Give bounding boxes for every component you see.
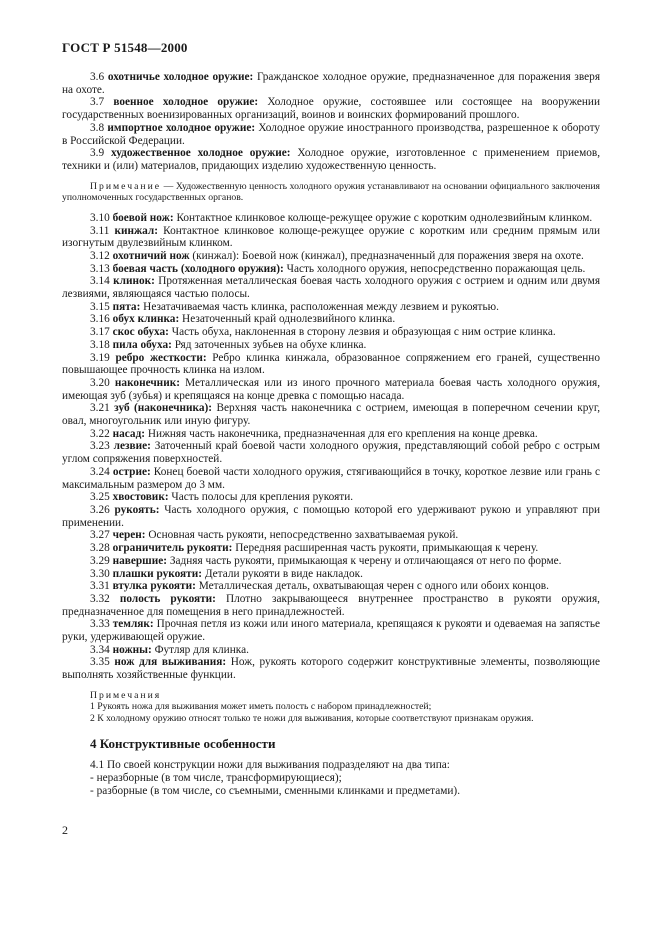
document-header: ГОСТ Р 51548—2000 — [62, 40, 188, 55]
term-definition: Незатачиваемая часть клинка, расположенная между лезвием и рукоятью. — [143, 300, 499, 313]
term-name: боевая часть (холодного оружия): — [112, 262, 284, 275]
term-name: ограничитель рукояти: — [112, 542, 233, 555]
term-definition: Незаточенный край однолезвийного клинка. — [182, 313, 396, 326]
term-entry — [62, 428, 600, 441]
term-number: 3.20 — [90, 376, 110, 389]
term-name: плашки рукояти: — [112, 567, 202, 580]
term-entry — [62, 301, 600, 314]
term-entry — [62, 491, 600, 504]
term-entry — [62, 644, 600, 657]
term-number: 3.25 — [90, 491, 110, 504]
term-definition: Плотно закрывающееся внутреннее пространство в рукояти оружия, предназначенное для помещения в него принадлежностей. — [62, 592, 600, 618]
term-name: рукоять: — [114, 503, 160, 516]
note-2-item-2: 2 К холодному оружию относят только те ножи для выживания, которые соответствуют признакам оружия. — [90, 713, 534, 725]
term-name: нож для выживания: — [114, 656, 227, 669]
term-definition: Контактное клинковое колюще-режущее оружие с коротким однолезвийным клинком. — [176, 211, 593, 224]
term-definition: Холодное оружие иностранного производства, разрешенное к обороту в Российской Федерации. — [62, 121, 601, 147]
term-definition: Футляр для клинка. — [154, 643, 249, 656]
term-name: пила обуха: — [112, 338, 172, 351]
term-entry — [62, 618, 600, 643]
term-list-b — [62, 212, 600, 682]
term-entry — [62, 580, 600, 593]
term-definition: Основная часть рукояти, непосредственно захватываемая рукой. — [148, 529, 459, 542]
term-definition: Часть обуха, наклоненная в сторону лезвия и образующая с ним острие клинка. — [171, 326, 556, 339]
term-definition: Часть холодного оружия, с помощью которой его удерживают рукою и управляют при применении. — [62, 503, 601, 529]
term-name: клинок: — [113, 275, 155, 288]
term-entry — [62, 402, 600, 427]
term-definition: Часть полосы для крепления рукояти. — [171, 491, 354, 504]
term-number: 3.11 — [90, 224, 110, 237]
term-name: втулка рукояти: — [112, 580, 196, 593]
term-entry — [62, 96, 600, 121]
term-entry — [62, 377, 600, 402]
term-entry — [62, 250, 600, 263]
term-number: 3.12 — [90, 249, 110, 262]
term-definition: Часть холодного оружия, непосредственно поражающая цель. — [286, 262, 586, 275]
term-definition: Верхняя часть наконечника с острием, имеющая в поперечном сечении круг, овал, многоугольник или иную фигуру. — [62, 402, 601, 428]
term-name: импортное холодное оружие: — [107, 121, 256, 134]
term-name: зуб (наконечника): — [114, 402, 213, 415]
term-entry — [62, 593, 600, 618]
term-entry — [62, 147, 600, 172]
term-definition: Детали рукояти в виде накладок. — [204, 567, 363, 580]
term-number: 3.8 — [90, 121, 105, 134]
term-name: ребро жесткости: — [115, 351, 207, 364]
term-number: 3.18 — [90, 338, 110, 351]
section-4-item-2: - разборные (в том числе, со съемными, сменными клинками и предметами). — [90, 784, 461, 797]
term-definition: Задняя часть рукояти, примыкающая к черену и отличающаяся от него по форме. — [169, 554, 562, 567]
term-definition: Нижняя часть наконечника, предназначенная для его крепления на конце древка. — [147, 427, 538, 440]
term-entry — [62, 466, 600, 491]
term-number: 3.7 — [90, 96, 105, 109]
term-name: ножны: — [112, 643, 152, 656]
note-1 — [62, 181, 600, 204]
term-name: обух клинка: — [112, 313, 180, 326]
term-entry — [62, 275, 600, 300]
term-list-a — [62, 71, 600, 173]
term-name: кинжал: — [114, 224, 159, 237]
term-name: наконечник: — [114, 376, 180, 389]
term-number: 3.33 — [90, 618, 110, 631]
page-number: 2 — [62, 823, 68, 837]
term-number: 3.23 — [90, 440, 110, 453]
term-definition: Холодное оружие, изготовленное с применением приемов, техники и (или) материалов, придающих изделию художественную ценность. — [62, 147, 601, 172]
term-name: охотничий нож — [112, 249, 190, 262]
section-4-item-1: - неразборные (в том числе, трансформирующиеся); — [90, 772, 342, 785]
term-name: военное холодное оружие: — [113, 96, 259, 109]
term-number: 3.21 — [90, 402, 110, 415]
note-2-label: Примечания — [90, 689, 162, 701]
term-name: пята: — [112, 300, 141, 313]
term-number: 3.6 — [90, 71, 105, 83]
term-entry — [62, 568, 600, 581]
term-definition: Металлическая или из иного прочного материала боевая часть холодного оружия, имеющая зуб (зубья) и крепящаяся на конце древка с помощью насада. — [62, 376, 601, 402]
term-name: скос обуха: — [112, 326, 169, 339]
term-name: хвостовик: — [112, 491, 169, 504]
term-definition: Нож, рукоять которого содержит конструктивные элементы, позволяющие выполнять хозяйственные функции. — [62, 656, 601, 682]
term-number: 3.34 — [90, 643, 110, 656]
term-entry — [62, 440, 600, 465]
term-definition: Ряд заточенных зубьев на обухе клинка. — [174, 338, 367, 351]
term-definition: Холодное оружие, состоявшее или состоящее на вооружении государственных военизированных организаций, воинов и воинских формирований прошлого. — [62, 96, 601, 122]
note-1-text: — Художественную ценность холодного оружия устанавливают на основании официального заключения уполномоченных государственных органов. — [62, 180, 601, 204]
note-2-item-1: 1 Рукоять ножа для выживания может иметь полость с набором принадлежностей; — [90, 701, 432, 713]
term-definition: Прочная петля из кожи или иного материала, крепящаяся к рукояти и одеваемая на запястье руки, удерживающей оружие. — [62, 618, 601, 644]
term-number: 3.30 — [90, 567, 110, 580]
term-number: 3.32 — [90, 592, 110, 605]
term-number: 3.27 — [90, 529, 110, 542]
term-entry — [62, 326, 600, 339]
term-number: 3.15 — [90, 300, 110, 313]
term-definition: Ребро клинка кинжала, образованное сопряжением его граней, существенно повышающее прочность клинка на излом. — [62, 351, 600, 377]
term-name: насад: — [112, 427, 146, 440]
term-name: навершие: — [112, 554, 167, 567]
term-entry — [62, 263, 600, 276]
term-entry — [62, 542, 600, 555]
term-name: охотничье холодное оружие: — [107, 71, 254, 83]
term-number: 3.31 — [90, 580, 110, 593]
term-number: 3.24 — [90, 465, 110, 478]
document-body — [62, 71, 600, 797]
term-entry — [62, 529, 600, 542]
term-name: острие: — [112, 465, 151, 478]
term-definition: Заточенный край боевой части холодного оружия, представляющий собой ребро с острым углом сопряжения поверхностей. — [62, 440, 600, 466]
term-number: 3.28 — [90, 542, 110, 555]
term-definition: (кинжал): Боевой нож (кинжал), предназначенный для поражения зверя на охоте. — [192, 249, 584, 262]
term-number: 3.35 — [90, 656, 110, 669]
term-number: 3.13 — [90, 262, 110, 275]
term-name: темляк: — [112, 618, 154, 631]
term-definition: Конец боевой части холодного оружия, стягивающийся в точку, короткое лезвие или грань с максимальным размером до 3 мм. — [62, 465, 600, 491]
term-entry — [62, 122, 600, 147]
term-entry — [62, 339, 600, 352]
term-definition: Металлическая деталь, охватывающая черен с одного или обоих концов. — [198, 580, 549, 593]
term-name: черен: — [112, 529, 146, 542]
term-number: 3.26 — [90, 503, 110, 516]
term-entry — [62, 656, 600, 681]
term-name: полость рукояти: — [119, 592, 216, 605]
term-entry — [62, 71, 600, 96]
term-number: 3.16 — [90, 313, 110, 326]
section-4-title: 4 Конструктивные особенности — [90, 735, 276, 751]
term-definition: Контактное клинковое колюще-режущее оружие с коротким или средним прямым или изогнутым двулезвийным клинком. — [62, 224, 601, 250]
term-entry — [62, 313, 600, 326]
term-entry — [62, 225, 600, 250]
term-name: художественное холодное оружие: — [111, 147, 291, 160]
term-definition: Гражданское холодное оружие, предназначенное для поражения зверя на охоте. — [62, 71, 601, 96]
term-entry — [62, 504, 600, 529]
term-entry — [62, 352, 600, 377]
term-name: лезвие: — [113, 440, 151, 453]
term-number: 3.17 — [90, 326, 110, 339]
term-number: 3.9 — [90, 147, 105, 160]
term-number: 3.19 — [90, 351, 110, 364]
term-name: боевой нож: — [112, 211, 174, 224]
term-number: 3.22 — [90, 427, 110, 440]
term-entry — [62, 555, 600, 568]
note-1-label: Примечание — [90, 180, 162, 192]
term-definition: Протяженная металлическая боевая часть холодного оружия с острием и одним или двумя лезвиями, являющаяся частью полосы. — [62, 275, 601, 301]
term-number: 3.10 — [90, 211, 110, 224]
term-number: 3.14 — [90, 275, 110, 288]
term-entry — [62, 212, 600, 225]
section-4-para: 4.1 По своей конструкции ножи для выживания подразделяют на два типа: — [90, 759, 450, 772]
term-number: 3.29 — [90, 554, 110, 567]
term-definition: Передняя расширенная часть рукояти, примыкающая к черену. — [235, 542, 539, 555]
